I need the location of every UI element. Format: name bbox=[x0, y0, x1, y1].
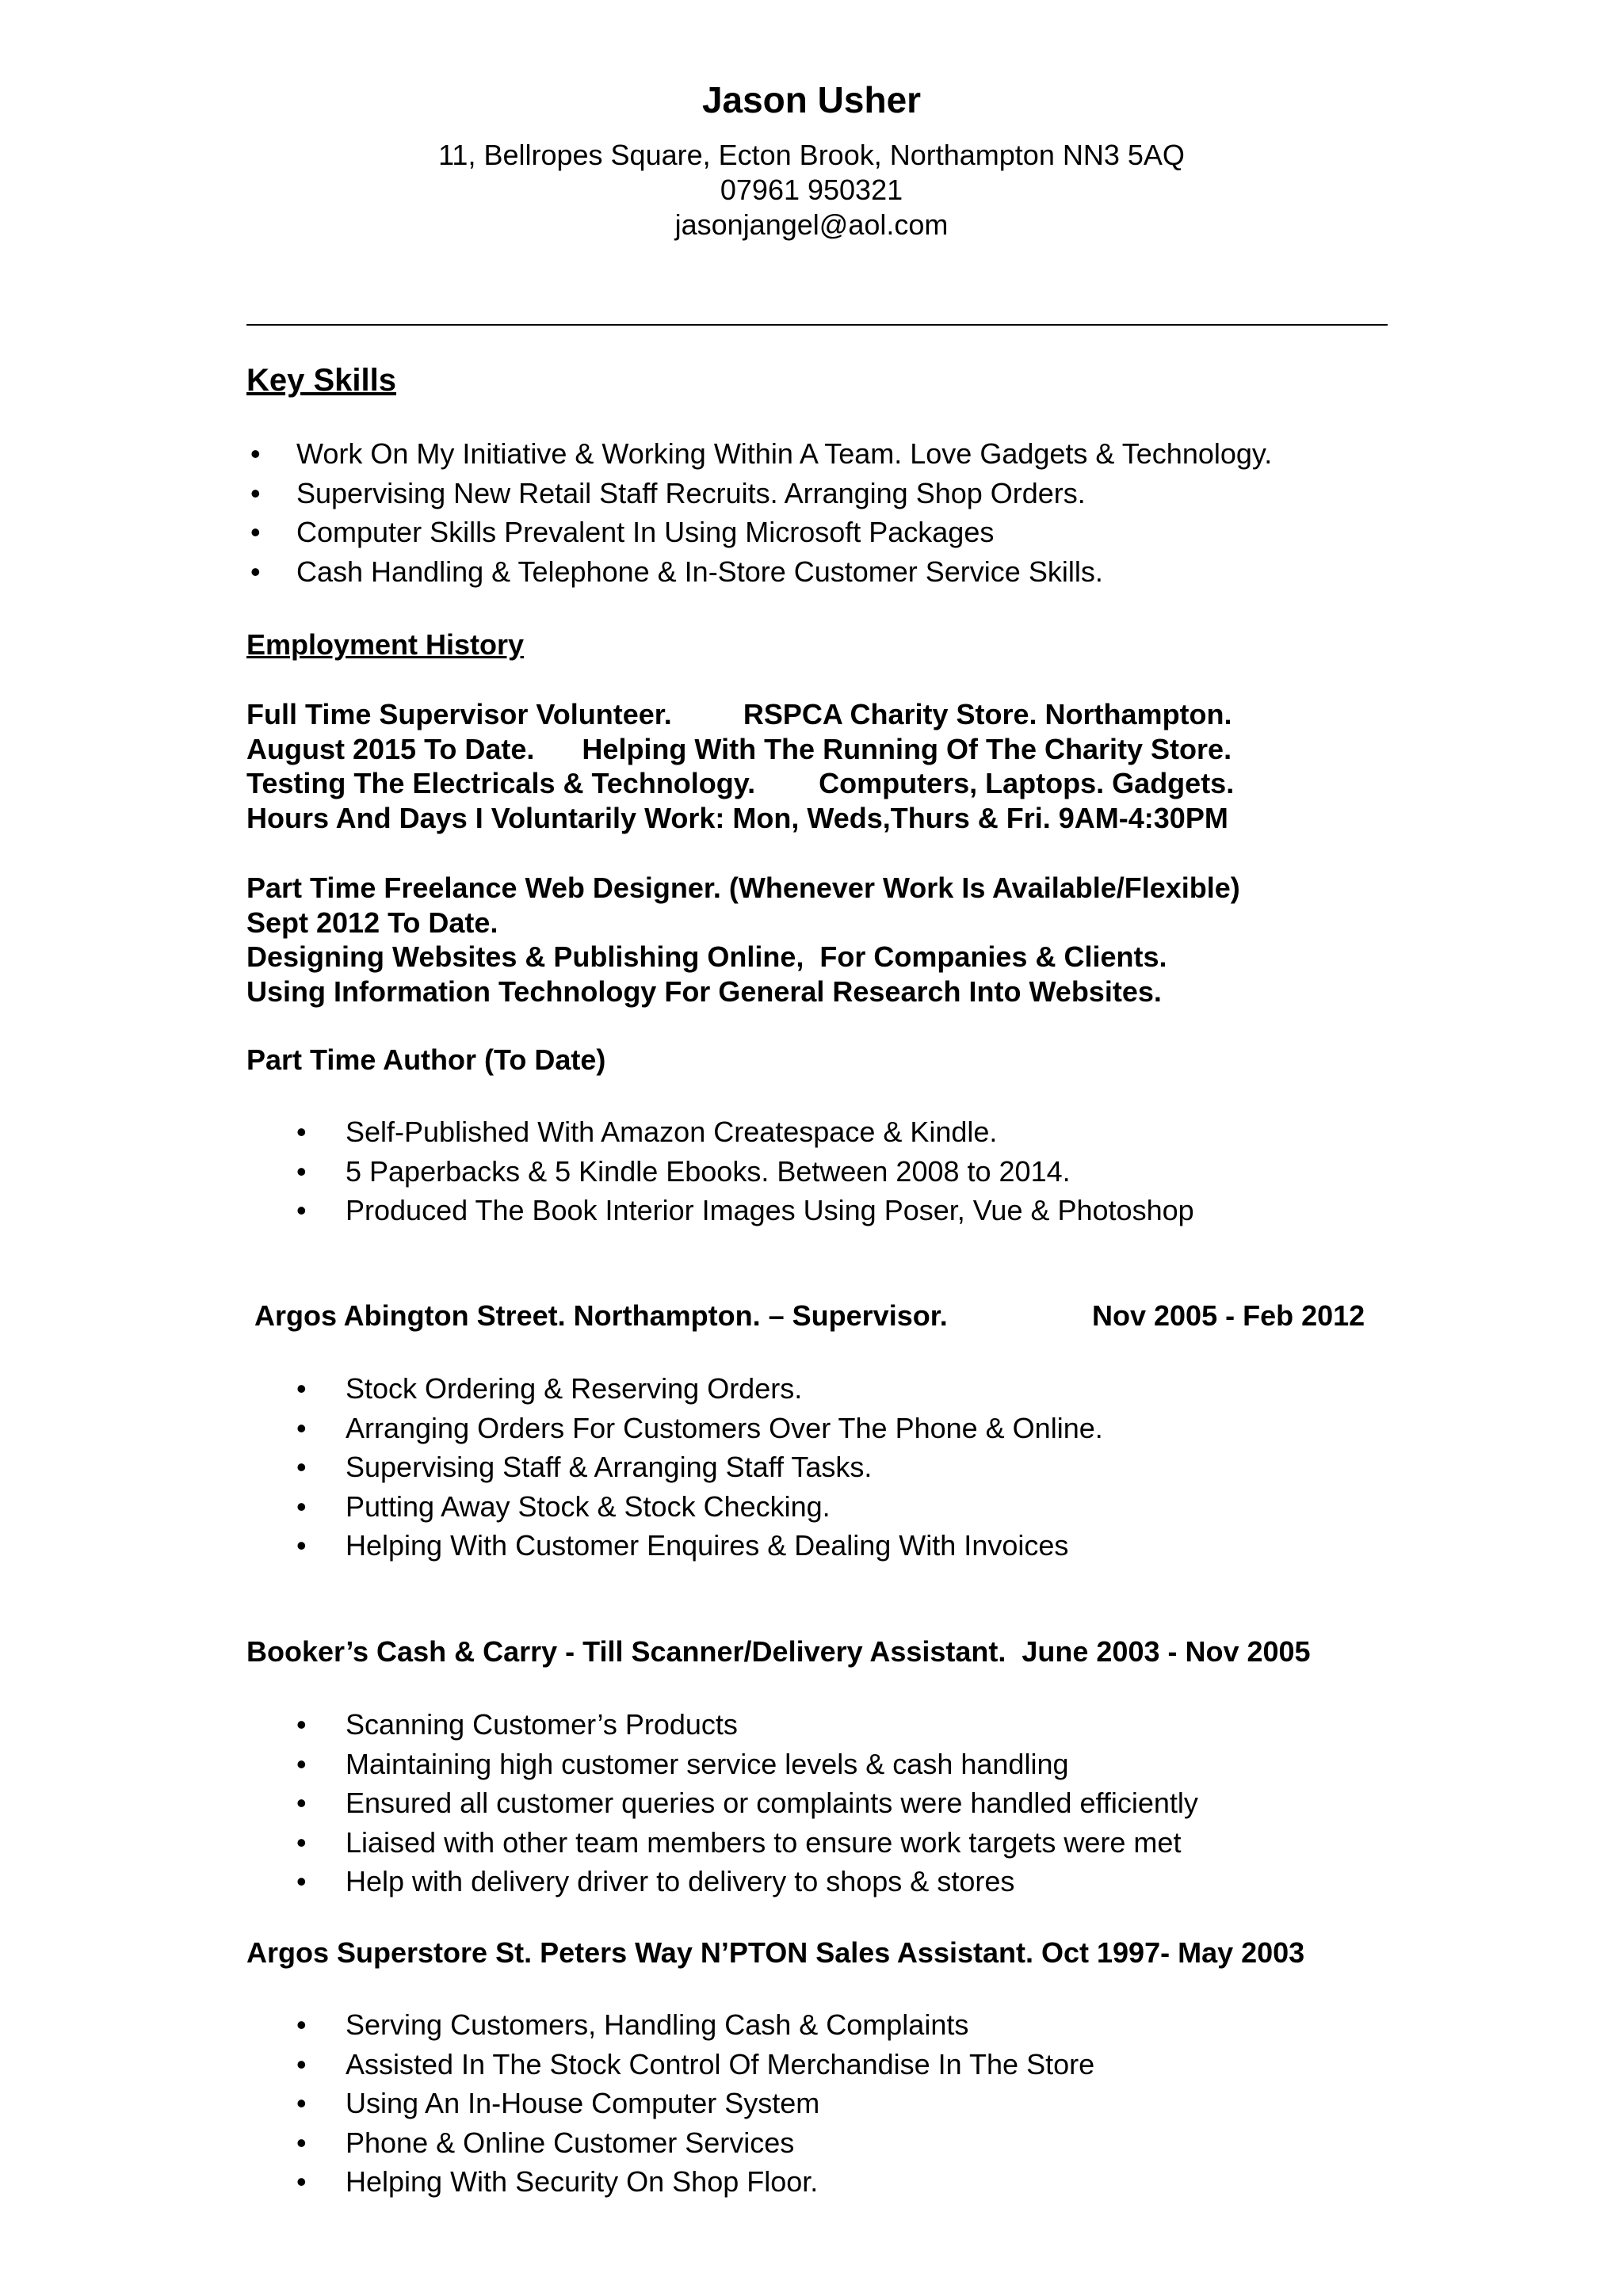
key-skills-list bbox=[296, 434, 1272, 591]
list-item: • Helping With Customer Enquires & Dealing With Invoices bbox=[346, 1526, 1103, 1566]
phone-number: 07961 950321 bbox=[720, 174, 903, 206]
list-item: • Assisted In The Stock Control Of Merchandise In The Store bbox=[346, 2045, 1094, 2084]
list-item: • Arranging Orders For Customers Over The Phone & Online. bbox=[346, 1409, 1103, 1448]
block-line: Designing Websites & Publishing Online, For Companies & Clients. bbox=[246, 940, 1167, 974]
list-item: • Maintaining high customer service levels & cash handling bbox=[346, 1745, 1198, 1784]
list-item: • Help with delivery driver to delivery to shops & stores bbox=[346, 1862, 1198, 1901]
list-item: • Supervising New Retail Staff Recruits. Arranging Shop Orders. bbox=[296, 474, 1272, 513]
header-divider bbox=[246, 324, 1388, 326]
list-item: • Work On My Initiative & Working Within A Team. Love Gadgets & Technology. bbox=[296, 434, 1272, 474]
email-address: jasonjangel@aol.com bbox=[674, 208, 949, 241]
list-item: • Computer Skills Prevalent In Using Microsoft Packages bbox=[296, 513, 1272, 552]
list-item: • 5 Paperbacks & 5 Kindle Ebooks. Between 2008 to 2014. bbox=[346, 1152, 1194, 1192]
list-item: • Using An In-House Computer System bbox=[346, 2084, 1094, 2123]
block-line: Hours And Days I Voluntarily Work: Mon, Weds,Thurs & Fri. 9AM-4:30PM bbox=[246, 801, 1228, 834]
argos-abington-list bbox=[346, 1369, 1103, 1566]
key-skills-heading: Key Skills bbox=[246, 363, 397, 398]
block-line: Sept 2012 To Date. bbox=[246, 906, 498, 939]
block-line: Part Time Freelance Web Designer. (Whenever Work Is Available/Flexible) bbox=[246, 871, 1240, 904]
list-item: • Produced The Book Interior Images Using Poser, Vue & Photoshop bbox=[346, 1191, 1194, 1230]
block-line: Full Time Supervisor Volunteer. RSPCA Charity Store. Northampton. bbox=[246, 698, 1232, 730]
argos-superstore-title: Argos Superstore St. Peters Way N’PTON Sales Assistant. Oct 1997- May 2003 bbox=[246, 1936, 1305, 1969]
list-item: • Stock Ordering & Reserving Orders. bbox=[346, 1369, 1103, 1409]
applicant-name: Jason Usher bbox=[701, 79, 922, 120]
employment-history-heading: Employment History bbox=[246, 628, 525, 661]
bookers-list bbox=[346, 1705, 1198, 1901]
author-title: Part Time Author (To Date) bbox=[246, 1043, 606, 1076]
list-item: • Self-Published With Amazon Createspace & Kindle. bbox=[346, 1112, 1194, 1152]
web-designer-block bbox=[246, 871, 1240, 1009]
list-item: • Putting Away Stock & Stock Checking. bbox=[346, 1487, 1103, 1527]
list-item: • Helping With Security On Shop Floor. bbox=[346, 2162, 1094, 2202]
rspca-volunteer-block bbox=[246, 697, 1234, 835]
list-item: • Scanning Customer’s Products bbox=[346, 1705, 1198, 1745]
list-item: • Supervising Staff & Arranging Staff Tasks. bbox=[346, 1447, 1103, 1487]
list-item: • Liaised with other team members to ensure work targets were met bbox=[346, 1823, 1198, 1863]
list-item: • Serving Customers, Handling Cash & Complaints bbox=[346, 2005, 1094, 2045]
list-item: • Phone & Online Customer Services bbox=[346, 2123, 1094, 2163]
argos-abington-title: Argos Abington Street. Northampton. – Supervisor. bbox=[254, 1299, 948, 1332]
bookers-title: Booker’s Cash & Carry - Till Scanner/Delivery Assistant. June 2003 - Nov 2005 bbox=[246, 1635, 1311, 1668]
address: 11, Bellropes Square, Ecton Brook, Northampton NN3 5AQ bbox=[438, 139, 1185, 171]
block-line: August 2015 To Date. Helping With The Running Of The Charity Store. bbox=[246, 732, 1232, 765]
argos-superstore-list bbox=[346, 2005, 1094, 2202]
block-line: Using Information Technology For General Research Into Websites. bbox=[246, 974, 1162, 1008]
list-item: • Cash Handling & Telephone & In-Store Customer Service Skills. bbox=[296, 552, 1272, 592]
list-item: • Ensured all customer queries or complaints were handled efficiently bbox=[346, 1783, 1198, 1823]
author-list bbox=[346, 1112, 1194, 1230]
block-line: Testing The Electricals & Technology. Computers, Laptops. Gadgets. bbox=[246, 767, 1235, 800]
argos-abington-dates: Nov 2005 - Feb 2012 bbox=[1092, 1299, 1365, 1332]
